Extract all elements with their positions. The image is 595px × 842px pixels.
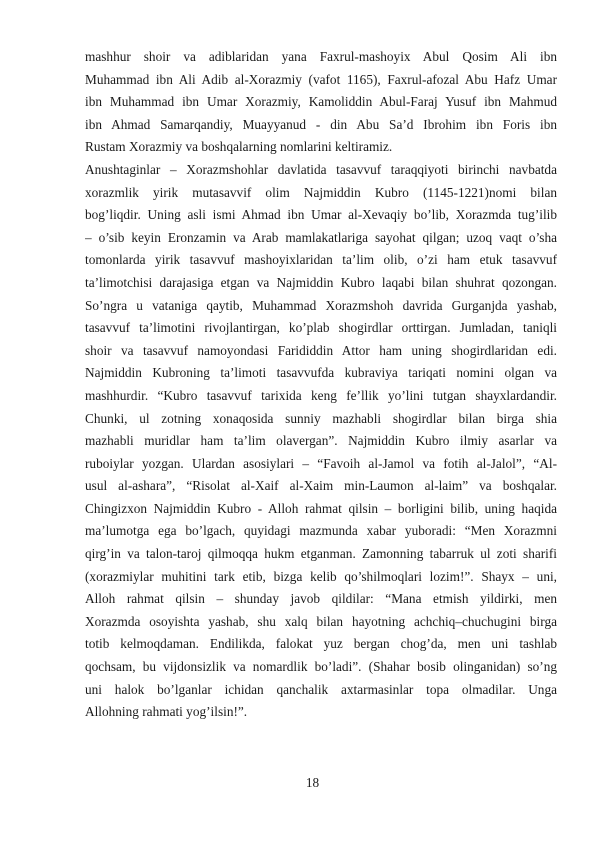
text-line: Alloh rahmat qilsin – shunday javob qildilar: “Mana etmish yildirki, men xyxy=(85,591,557,607)
text-line: Anushtaginlar – Xorazmshohlar davlatida tasavvuf taraqqiyoti birinchi navbatda xyxy=(85,161,557,177)
text-line: Allohning rahmati yog’ilsin!”. xyxy=(85,704,248,720)
text-line: (xorazmiylar muhitini tark etib, bizga kelib qo’shilmoqlari lozim!”. Shayx – uni, xyxy=(85,568,557,584)
text-line: tomonlarda yirik tasavvuf mashoyixlaridan ta’lim olib, o’zi ham etuk tasavvuf xyxy=(85,252,557,268)
text-line: ibn Muhammad ibn Umar Xorazmiy, Kamoliddin Abul-Faraj Yusuf ibn Mahmud xyxy=(85,94,557,110)
text-line: Chingizxon Najmiddin Kubro - Alloh rahmat qilsin – borligini bilib, uning haqida xyxy=(85,500,557,516)
text-line: qirg’in va talon-taroj qilmoqqa hukm etganman. Zamonning tabarruk ul zoti sharifi xyxy=(85,546,557,562)
text-line: Rustam Xorazmiy va boshqalarning nomlarini keltiramiz. xyxy=(85,139,393,155)
text-line: So’ngra u vataniga qaytib, Muhammad Xorazmshoh davrida Gurganjda yashab, xyxy=(85,297,557,313)
text-line: uni halok bo’lganlar ichidan qanchalik axtarmasinlar topa olmadilar. Unga xyxy=(85,681,557,697)
text-line: qochsam, bu vijdonsizlik va nomardlik bo’ladi”. (Shahar bosib olinganidan) so’ng xyxy=(85,659,557,675)
text-line: Najmiddin Kubroning ta’limoti tasavvufda kubraviya tariqati nomini olgan va xyxy=(85,365,557,381)
text-line: mashhur shoir va adiblaridan yana Faxrul-mashoyix Abul Qosim Ali ibn xyxy=(85,49,557,64)
text-line: ruboiylar yozgan. Ulardan asosiylari – “Favoih al-Jamol va fotih al-Jalol”, “Al- xyxy=(85,455,557,471)
text-line: ta’limotchisi darajasiga etgan va Najmiddin Kubro laqabi bilan shuhrat qozongan. xyxy=(85,274,557,290)
body-paragraph xyxy=(85,46,557,724)
text-line: totib kelmoqdaman. Endilikda, falokat yuz bergan chog’da, men uni tashlab xyxy=(85,636,557,652)
text-line: xorazmlik yirik mutasavvif olim Najmiddin Kubro (1145-1221)nomi bilan xyxy=(85,184,557,200)
text-line: mazhabli muridlar ham ta’lim olavergan”. Najmiddin Kubro ilmiy asarlar va xyxy=(85,433,557,449)
text-line: Chunki, ul zotning xonaqosida sunniy mazhabli shogirdlar bilan birga shia xyxy=(85,410,557,426)
text-line: shoir va tasavvuf namoyondasi Farididdin Attor ham uning shogirdlaridan edi. xyxy=(85,342,557,358)
text-line: bog’liqdir. Uning asli ismi Ahmad ibn Umar al-Xevaqiy bo’lib, Xorazmda tug’ilib xyxy=(85,207,557,223)
text-line: mashhurdir. “Kubro tasavvuf tarixida keng fe’llik yo’lini tutgan shayxlardandir. xyxy=(85,387,557,403)
text-line: usul al-ashara”, “Risolat al-Xaif al-Xaim min-Laumon al-laim” va boshqalar. xyxy=(85,478,557,494)
page-number: 18 xyxy=(305,775,320,790)
text-line: Muhammad ibn Ali Adib al-Xorazmiy (vafot 1165), Faxrul-afozal Abu Hafz Umar xyxy=(85,71,557,87)
text-line: Xorazmda osoyishta yashab, shu xalq bilan hayotning achchiq–chuchugini birga xyxy=(85,613,557,629)
text-line: tasavvuf ta’limotini rivojlantirgan, ko’plab shogirdlar orttirgan. Jumladan, taniqli xyxy=(85,320,557,336)
text-line: – o’sib keyin Eronzamin va Arab mamlakatlariga sayohat qilgan; uzoq vaqt o’sha xyxy=(85,229,557,245)
text-line: ma’lumotga ega bo’lgach, quyidagi mazmunda xabar yuboradi: “Men Xorazmni xyxy=(85,523,557,539)
text-line: ibn Ahmad Samarqandiy, Muayyanud - din Abu Sa’d Ibrohim ibn Foris ibn xyxy=(85,116,557,132)
